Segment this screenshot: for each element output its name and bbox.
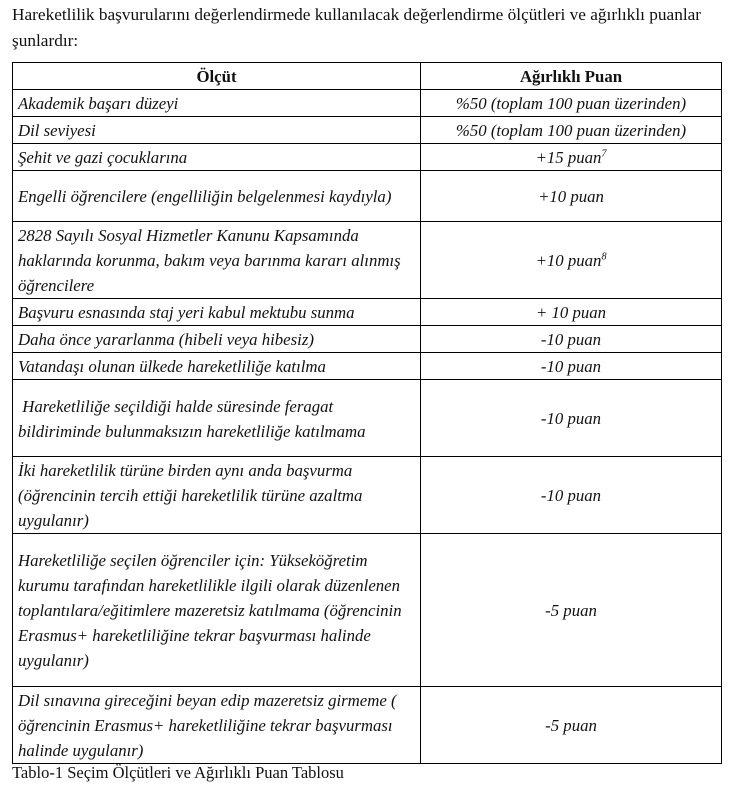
score-cell (421, 299, 722, 326)
criterion-cell: Şehit ve gazi çocuklarına (13, 144, 421, 171)
score-cell (421, 534, 722, 687)
criterion-cell: Daha önce yararlanma (hibeli veya hibesiz) (13, 326, 421, 353)
score-value: +15 puan (535, 148, 602, 167)
table-row (13, 299, 722, 326)
score-value: +10 puan (535, 251, 602, 270)
score-cell (421, 380, 722, 457)
score-cell (421, 687, 722, 764)
criterion-text: Hareketliliğe seçildiği halde süresinde feragat bildiriminde bulunmaksızın hareketliliğe katılmama (18, 396, 366, 441)
table-row (13, 687, 722, 764)
criteria-table (12, 62, 722, 764)
table-row (13, 534, 722, 687)
table-row (13, 353, 722, 380)
score-value: + 10 puan (535, 303, 607, 322)
score-cell (421, 353, 722, 380)
header-weighted-score: Ağırlıklı Puan (421, 63, 722, 90)
table-header-row (13, 63, 722, 90)
score-cell (421, 222, 722, 299)
criterion-cell: Dil seviyesi (13, 117, 421, 144)
intro-paragraph: Hareketlilik başvurularını değerlendirmede kullanılacak değerlendirme ölçütleri ve ağırlıklı puanlar şunlardır: (12, 5, 702, 50)
score-value: -5 puan (545, 601, 597, 620)
table-row (13, 171, 722, 222)
score-value: %50 (toplam 100 puan üzerinden) (455, 94, 687, 113)
header-criterion: Ölçüt (13, 63, 421, 90)
table-row (13, 380, 722, 457)
score-value: -10 puan (540, 409, 602, 428)
criterion-cell: Vatandaşı olunan ülkede hareketliliğe katılma (13, 353, 421, 380)
criterion-cell: Akademik başarı düzeyi (13, 90, 421, 117)
score-cell (421, 171, 722, 222)
score-cell (421, 117, 722, 144)
table-row (13, 144, 722, 171)
score-cell (421, 326, 722, 353)
criterion-cell: Engelli öğrencilere (engelliliğin belgelenmesi kaydıyla) (13, 171, 421, 222)
criterion-cell: Hareketliliğe seçilen öğrenciler için: Yükseköğretim kurumu tarafından hareketlilikle ilgili olarak düzenlenen toplantılara/eğitimlere mazeretsiz katılmama (öğrencinin Erasmus+ hareketliliğine tekrar başvurması halinde uygulanır) (13, 534, 421, 687)
table-row (13, 117, 722, 144)
table-row (13, 222, 722, 299)
score-cell (421, 90, 722, 117)
criterion-cell: 2828 Sayılı Sosyal Hizmetler Kanunu Kapsamında haklarında korunma, bakım veya barınma kararı alınmış öğrencilere (13, 222, 421, 299)
table-row (13, 326, 722, 353)
score-value: -10 puan (540, 486, 602, 505)
score-value: -10 puan (540, 357, 602, 376)
table-row (13, 457, 722, 534)
criterion-cell: Başvuru esnasında staj yeri kabul mektubu sunma (13, 299, 421, 326)
table-caption: Tablo-1 Seçim Ölçütleri ve Ağırlıklı Puan Tablosu (12, 763, 344, 782)
score-value: -5 puan (545, 716, 597, 735)
footnote-marker: 8 (601, 251, 607, 263)
criterion-cell: Dil sınavına gireceğini beyan edip mazeretsiz girmeme ( öğrencinin Erasmus+ hareketliliğine tekrar başvurması halinde uygulanır) (13, 687, 421, 764)
score-cell (421, 144, 722, 171)
score-value: %50 (toplam 100 puan üzerinden) (455, 121, 687, 140)
footnote-marker: 7 (601, 148, 607, 160)
criterion-cell: İki hareketlilik türüne birden aynı anda başvurma (öğrencinin tercih ettiği hareketlilik türüne azaltma uygulanır) (13, 457, 421, 534)
score-value: -10 puan (540, 330, 602, 349)
table-row (13, 90, 722, 117)
score-cell (421, 457, 722, 534)
criterion-cell (13, 380, 421, 457)
score-value: +10 puan (538, 187, 604, 206)
